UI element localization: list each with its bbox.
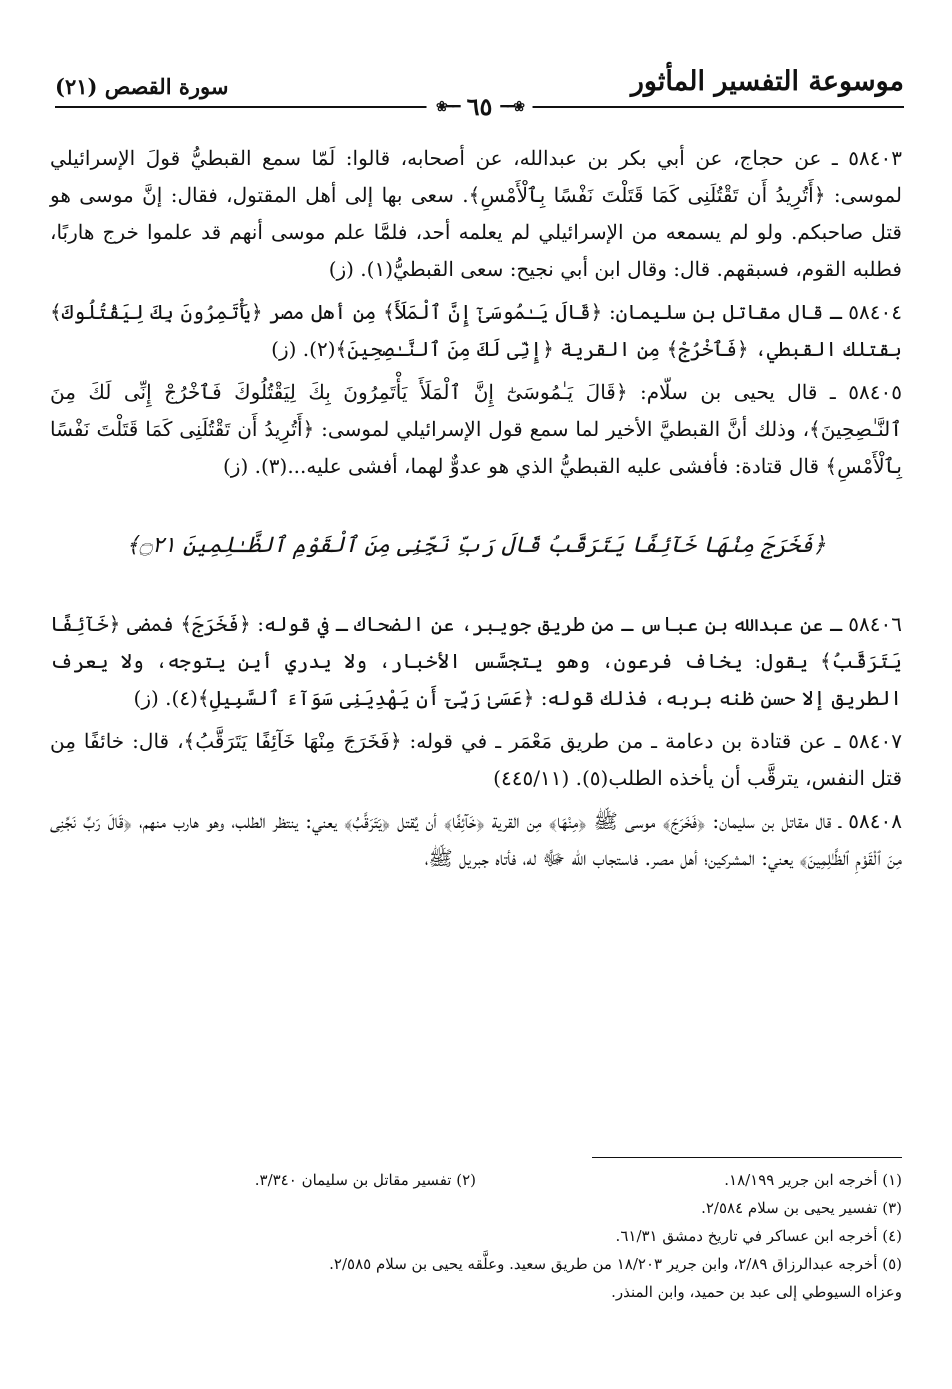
footnote-3: (٣) تفسير يحيى بن سلام ٢/٥٨٤.: [701, 1199, 902, 1217]
ornament-right-icon: ❀━━: [500, 98, 523, 115]
footnote-1: (١) أخرجه ابن جرير ١٨/١٩٩.: [724, 1171, 902, 1189]
verse-heading: ﴿فَخَرَجَ مِنْهَا خَآئِفًا يَتَرَقَّبُ قَالَ رَبِّ نَجِّنِى مِنَ ٱلْقَوْمِ ٱلظَّـٰلِمِينَ ۝٢١﴾: [126, 533, 826, 558]
surah-title: سورة القصص (٢١): [55, 74, 229, 99]
page-number: [426, 92, 533, 121]
footnote-row: [50, 1166, 902, 1194]
book-title: موسوعة التفسير المأثور: [630, 66, 904, 97]
footnote-5-continued: وعزاه السيوطي إلى عبد بن حميد، وابن المنذر.: [611, 1283, 902, 1301]
footnote-2: (٢) تفسير مقاتل بن سليمان ٣/٣٤٠.: [254, 1171, 476, 1189]
footnote-rule: [592, 1157, 902, 1158]
main-text: [50, 140, 902, 883]
footnote-5: (٥) أخرجه عبدالرزاق ٢/٨٩، وابن جرير ١٨/٢٠٣ من طريق سعيد. وعلَّقه يحيى بن سلام ٢/٥٨٥.: [329, 1255, 902, 1273]
paragraph-58407: ٥٨٤٠٧ ـ عن قتادة بن دعامة ـ من طريق مَعْمَر ـ في قوله: ﴿فَخَرَجَ مِنْهَا خَآئِفًا يَتَرَقَّبُ﴾، قال: خائفًا مِن قتل النفس، يترقَّب أن يأخذه الطلب(٥). (٤٤٥/١١): [50, 729, 902, 790]
paragraph-58404: ٥٨٤٠٤ ـ قال مقاتل بن سليمان: ﴿قَالَ يَـٰمُوسَىٰٓ إِنَّ ٱلْمَلَأَ﴾ مِن أهل مصر ﴿يَأْتَمِرُونَ بِكَ لِيَقْتُلُوكَ﴾ بقتلك القبطي، ﴿فَٱخْرُجْ﴾ مِن القرية ﴿إِنِّى لَكَ مِنَ ٱلنَّـٰصِحِينَ﴾(٢). (ز): [50, 300, 902, 361]
footnotes: [50, 1166, 902, 1306]
paragraph-58408: ٥٨٤٠٨ ـ قال مقاتل بن سليمان: ﴿فَخَرَجَ﴾ موسى ﷺ ﴿مِنْهَا﴾ مِن القرية ﴿خَآئِفًا﴾ أن يُقتل ﴿يَتَرَقَّبُ﴾ يعني: ينتظر الطلب، وهو هارب منهم، ﴿قَالَ رَبِّ نَجِّنِى مِنَ ٱلْقَوْمِ ٱلظَّـٰلِمِينَ﴾ يعني: المشركين؛ أهل مصر. فاستجاب الله ﷻ له، فأتاه جبريل ﷺ،: [50, 809, 902, 870]
page-number-text: ٦٥: [466, 92, 493, 121]
footnote-4: (٤) أخرجه ابن عساكر في تاريخ دمشق ٦١/٣١.: [615, 1227, 902, 1245]
paragraph-58403: ٥٨٤٠٣ ـ عن حجاج، عن أبي بكر بن عبدالله، عن أصحابه، قالوا: لَمّا سمع القبطيُّ قولَ الإسرائيلي لموسى: ﴿أَتُرِيدُ أَن تَقْتُلَنِى كَمَا قَتَلْتَ نَفْسًا بِٱلْأَمْسِ﴾. سعى بها إلى أهل المقتول، فقال: إنَّ موسى هو قتل صاحبكم. ولو لم يسمعه من الإسرائيلي لم يعلمه أحد، فلمَّا علم موسى أنهم قد علموا خرج هاربًا، فطلبه القوم، فسبقهم. قال: وقال ابن أبي نجيح: سعى القبطيُّ(١). (ز): [50, 146, 902, 281]
ornament-left-icon: ━━❀: [436, 98, 459, 115]
paragraph-58406: ٥٨٤٠٦ ـ عن عبدالله بن عباس ـ من طريق جويبر، عن الضحاك ـ في قوله: ﴿فَخَرَجَ﴾ فمضى ﴿خَآئِفًا يَتَرَقَّبُ﴾ يقول: يخاف فرعون، وهو يتجسَّس الأخبار، ولا يدري أين يتوجه، ولا يعرف الطريق إلا حسن ظنه بربه، فذلك قوله: ﴿عَسَىٰ رَبِّىٓ أَن يَهْدِيَنِى سَوَآءَ ٱلسَّبِيلِ﴾(٤). (ز): [50, 612, 902, 710]
paragraph-58405: ٥٨٤٠٥ ـ قال يحيى بن سلّام: ﴿قَالَ يَـٰمُوسَىٰٓ إِنَّ ٱلْمَلَأَ يَأْتَمِرُونَ بِكَ لِيَقْتُلُوكَ فَٱخْرُجْ إِنِّى لَكَ مِنَ ٱلنَّـٰصِحِينَ﴾، وذلك أنَّ القبطيَّ الأخير لما سمع قول الإسرائيلي لموسى: ﴿أَتُرِيدُ أَن تَقْتُلَنِى كَمَا قَتَلْتَ نَفْسًا بِٱلْأَمْسِ﴾ قال قتادة: فأفشى عليه القبطيُّ الذي هو عدوٌّ لهما، أفشى عليه...(٣). (ز): [50, 380, 902, 478]
page-header: [55, 66, 904, 120]
